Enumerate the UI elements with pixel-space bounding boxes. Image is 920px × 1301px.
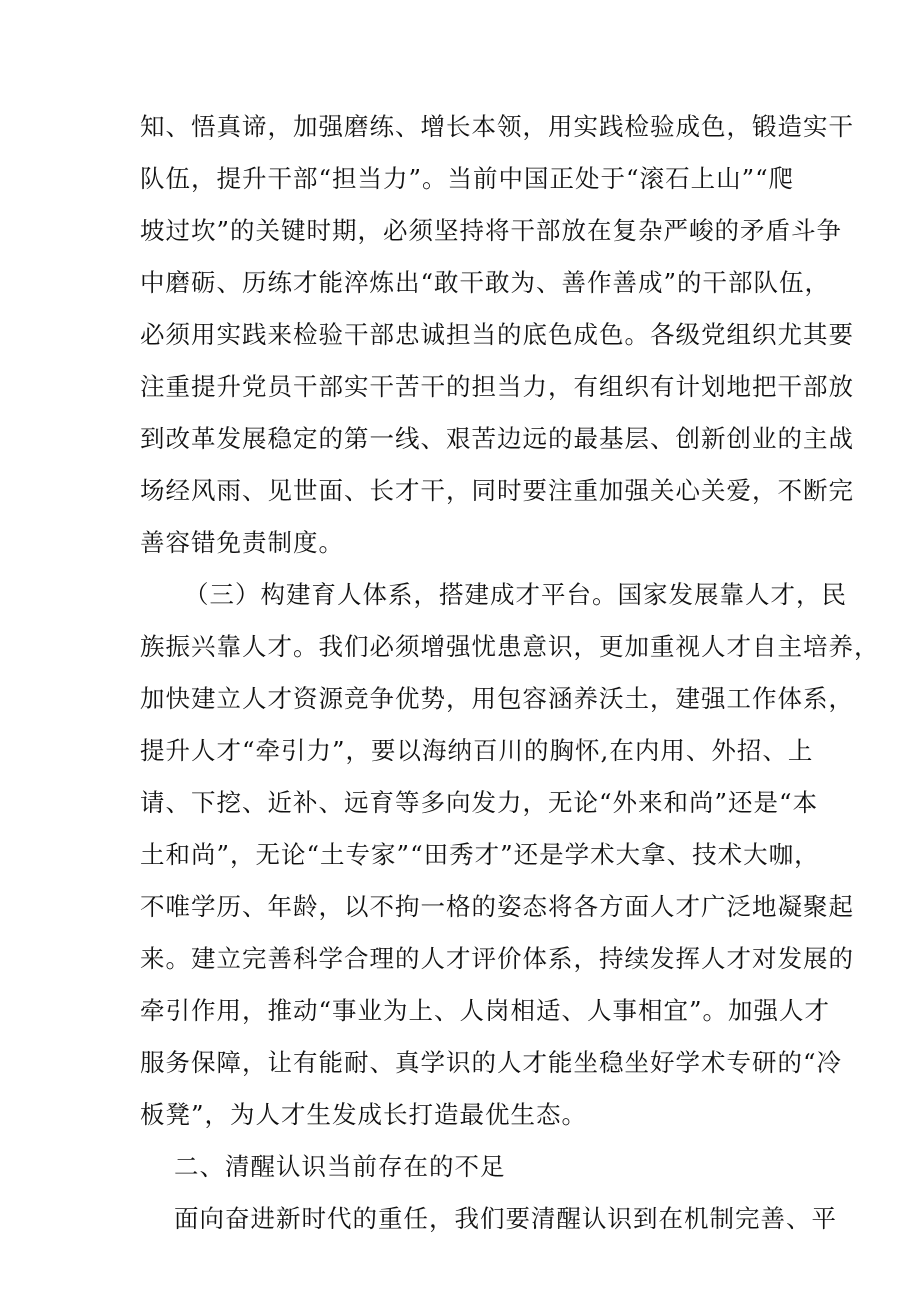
paragraph-1-line-6: 注重提升党员干部实干苦干的担当力，有组织有计划地把干部放 xyxy=(140,372,854,401)
paragraph-1-line-2: 队伍，提升干部“担当力”。当前中国正处于“滚石上山”“爬 xyxy=(140,164,795,193)
paragraph-2-line-3: 加快建立人才资源竞争优势，用包容涵养沃土，建强工作体系， xyxy=(140,684,854,713)
paragraph-2-line-8: 来。建立完善科学合理的人才评价体系，持续发挥人才对发展的 xyxy=(140,944,854,973)
paragraph-2-line-2: 族振兴靠人才。我们必须增强忧患意识，更加重视人才自主培养， xyxy=(140,632,880,661)
paragraph-2-line-5: 请、下挖、近补、远育等多向发力，无论“外来和尚”还是“本 xyxy=(140,788,819,817)
paragraph-1-line-4: 中磨砺、历练才能淬炼出“敢干敢为、善作善成”的干部队伍， xyxy=(140,268,831,297)
paragraph-1-line-5: 必须用实践来检验干部忠诚担当的底色成色。各级党组织尤其要 xyxy=(140,320,854,349)
paragraph-1-line-9: 善容错免责制度。 xyxy=(140,528,344,557)
paragraph-3-line-1: 面向奋进新时代的重任，我们要清醒认识到在机制完善、平 xyxy=(174,1204,837,1233)
paragraph-2-line-6: 土和尚”，无论“土专家”“田秀才”还是学术大拿、技术大咖， xyxy=(140,840,820,869)
paragraph-2-line-11: 板凳”，为人才生发成长打造最优生态。 xyxy=(140,1100,588,1129)
paragraph-1-line-3: 坡过坎”的关键时期，必须坚持将干部放在复杂严峻的矛盾斗争 xyxy=(140,216,843,245)
paragraph-1-line-7: 到改革发展稳定的第一线、艰苦边远的最基层、创新创业的主战 xyxy=(140,424,854,453)
paragraph-2-line-4: 提升人才“牵引力”，要以海纳百川的胸怀,在内用、外招、上 xyxy=(140,736,814,765)
paragraph-1-line-8: 场经风雨、见世面、长才干，同时要注重加强关心关爱，不断完 xyxy=(140,476,854,505)
paragraph-2-line-9: 牵引作用，推动“事业为上、人岗相适、人事相宜”。加强人才 xyxy=(140,996,831,1025)
paragraph-2-line-1: （三）构建育人体系，搭建成才平台。国家发展靠人才，民 xyxy=(184,580,847,609)
paragraph-1-line-1: 知、悟真谛，加强磨练、增长本领，用实践检验成色，锻造实干 xyxy=(140,112,854,141)
paragraph-2-line-10: 服务保障，让有能耐、真学识的人才能坐稳坐好学术专研的“冷 xyxy=(140,1048,843,1077)
paragraph-2-line-7: 不唯学历、年龄，以不拘一格的姿态将各方面人才广泛地凝聚起 xyxy=(140,892,854,921)
section-heading-text: 二、清醒认识当前存在的不足 xyxy=(174,1152,506,1181)
